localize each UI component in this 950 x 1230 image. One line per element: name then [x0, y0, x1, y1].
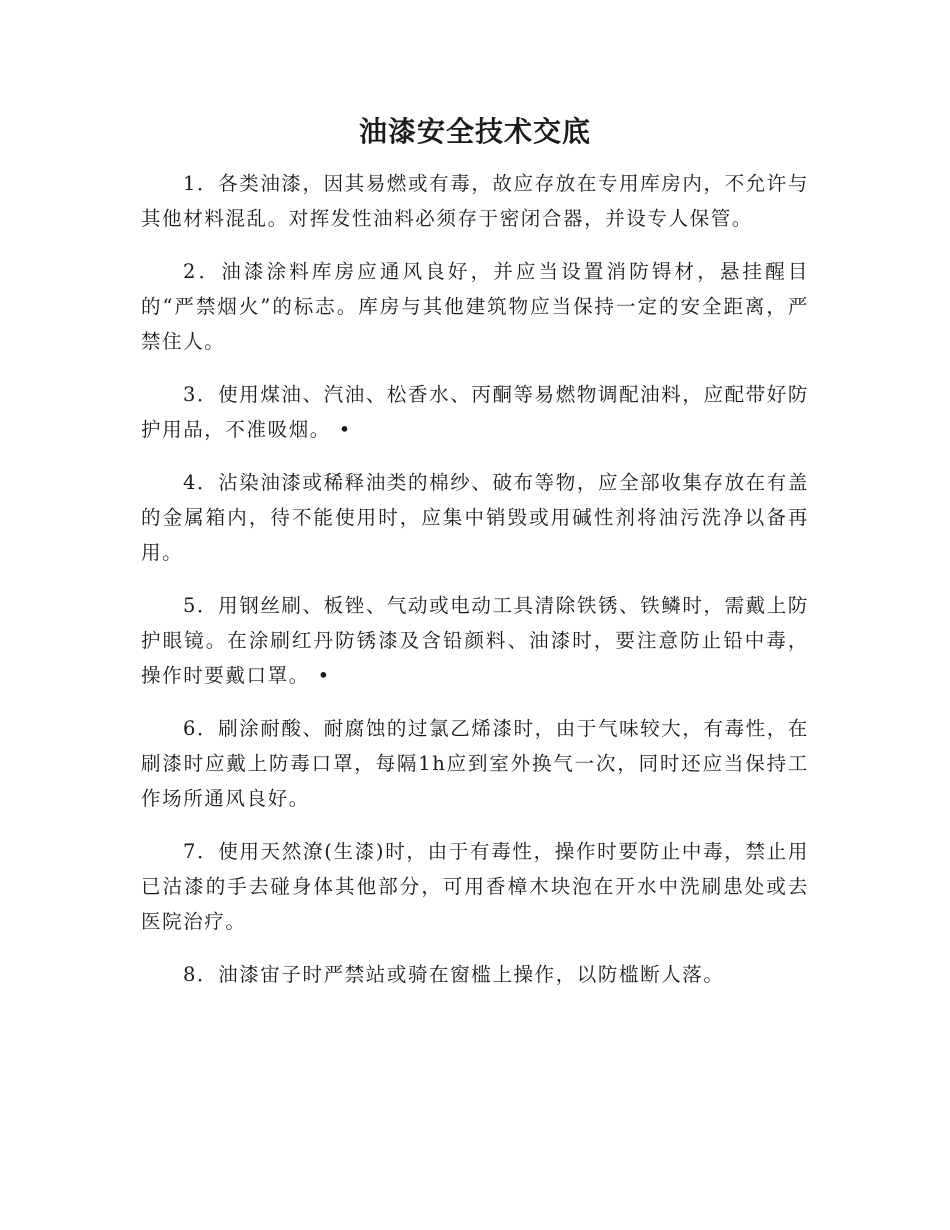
paragraph-6: 6．刷涂耐酸、耐腐蚀的过氯乙烯漆时，由于气味较大，有毒性，在刷漆时应戴上防毒口罩，每隔1h应到室外换气一次，同时还应当保持工作场所通风良好。 [141, 717, 809, 810]
paragraph-2: 2．油漆涂料库房应通风良好，并应当设置消防锝材，悬挂醒目的“严禁烟火”的标志。库房与其他建筑物应当保持一定的安全距离，严禁住人。 [141, 260, 809, 353]
paragraph-8: 8．油漆宙子时严禁站或骑在窗槛上操作，以防槛断人落。 [183, 963, 725, 986]
paragraph-7: 7．使用天然潦(生漆)时，由于有毒性，操作时要防止中毒，禁止用已沽漆的手去碰身体其他部分，可用香樟木块泡在开水中洗刷患处或去医院治疗。 [141, 840, 809, 933]
document-title: 油漆安全技术交底 [358, 115, 591, 148]
document-body [141, 166, 809, 1010]
paragraph-1: 1．各类油漆，因其易燃或有毒，故应存放在专用库房内，不允许与其他材料混乱。对挥发性油料必须存于密闭合器，并设专人保管。 [141, 172, 809, 230]
paragraph-3: 3．使用煤油、汽油、松香水、丙酮等易燃物调配油料，应配带好防护用品，不准吸烟。 • [141, 383, 809, 441]
paragraph-5: 5．用钢丝刷、板锉、气动或电动工具清除铁锈、铁鳞时，需戴上防护眼镜。在涂刷红丹防锈漆及含铅颜料、油漆时，要注意防止铅中毒，操作时要戴口罩。 • [141, 594, 809, 687]
paragraph-4: 4．沾染油漆或稀释油类的棉纱、破布等物，应全部收集存放在有盖的金属箱内，待不能使用时，应集中销毁或用碱性剂将油污洗净以备再用。 [141, 471, 809, 564]
